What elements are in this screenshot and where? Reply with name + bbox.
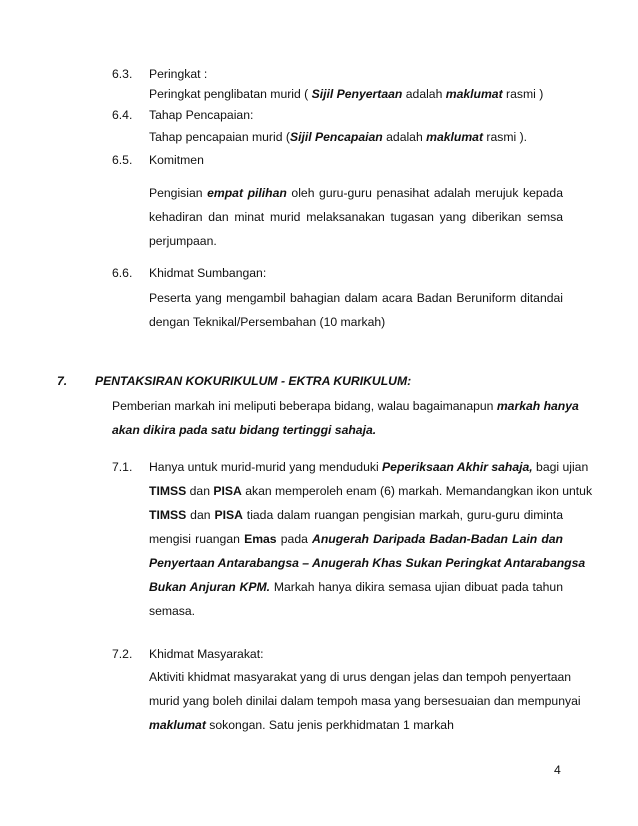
section-number-6-3: 6.3. bbox=[112, 67, 133, 81]
text-run: tiada dalam ruangan pengisian markah, guru-guru diminta bbox=[242, 508, 564, 522]
bold-pisa: PISA bbox=[213, 484, 242, 498]
text-run: rasmi ) bbox=[502, 87, 544, 101]
section-text-7-1-line7: semasa. bbox=[149, 604, 196, 618]
text-run: akan memperoleh enam (6) markah. Memandangkan ikon untuk bbox=[241, 484, 593, 498]
text-run: Pemberian markah ini meliputi beberapa bidang, walau bagaimanapun bbox=[112, 399, 497, 413]
text-run: sokongan. Satu jenis perkhidmatan 1 markah bbox=[205, 718, 454, 732]
text-run: Hanya untuk murid-murid yang menduduki bbox=[149, 460, 383, 474]
bold-timss: TIMSS bbox=[149, 508, 187, 522]
section-text-6-6-line2: dengan Teknikal/Persembahan (10 markah) bbox=[149, 315, 386, 329]
emphasis-empat-pilihan: empat pilihan bbox=[207, 186, 287, 200]
section-text-7-1-line2 bbox=[149, 483, 593, 499]
section-text-7-2-line2: murid yang boleh dinilai dalam tempoh masa yang bersesuaian dan mempunyai bbox=[149, 694, 581, 708]
section-title-6-3: Peringkat : bbox=[149, 67, 208, 81]
section-intro-7-line2: akan dikira pada satu bidang tertinggi sahaja. bbox=[112, 423, 377, 437]
section-number-7-2: 7.2. bbox=[112, 647, 133, 661]
text-run: rasmi ). bbox=[483, 130, 528, 144]
section-text-7-2-line3 bbox=[149, 717, 454, 733]
section-number-6-4: 6.4. bbox=[112, 108, 133, 122]
section-number-7-1: 7.1. bbox=[112, 460, 133, 474]
section-text-6-6-line1: Peserta yang mengambil bahagian dalam acara Badan Beruniform ditandai bbox=[149, 291, 563, 305]
bold-pisa: PISA bbox=[214, 508, 243, 522]
text-run: dan bbox=[186, 484, 214, 498]
emphasis-markah-hanya: markah hanya bbox=[496, 399, 579, 413]
text-run: pada bbox=[276, 532, 313, 546]
section-heading-7: PENTAKSIRAN KOKURIKULUM - EKTRA KURIKULUM: bbox=[95, 374, 412, 388]
emphasis-maklumat: maklumat bbox=[426, 130, 484, 144]
bold-timss: TIMSS bbox=[149, 484, 187, 498]
section-text-7-1-line1 bbox=[149, 459, 589, 475]
text-run: bagi ujian bbox=[532, 460, 589, 474]
section-number-7: 7. bbox=[57, 374, 68, 388]
section-text-7-1-line6 bbox=[149, 579, 563, 595]
emphasis-maklumat: maklumat bbox=[149, 718, 206, 732]
emphasis-sijil-penyertaan: Sijil Penyertaan bbox=[311, 87, 403, 101]
section-title-6-4: Tahap Pencapaian: bbox=[149, 108, 254, 122]
text-run: Pengisian bbox=[149, 186, 208, 200]
section-number-6-6: 6.6. bbox=[112, 266, 133, 280]
text-run: adalah bbox=[402, 87, 446, 101]
section-title-6-5: Komitmen bbox=[149, 153, 204, 167]
section-title-6-6: Khidmat Sumbangan: bbox=[149, 266, 267, 280]
emphasis-bukan-anjuran: Bukan Anjuran KPM. bbox=[149, 580, 270, 594]
section-text-7-1-line4 bbox=[149, 531, 563, 547]
text-run: Tahap pencapaian murid ( bbox=[149, 130, 290, 144]
text-run: oleh guru-guru penasihat adalah merujuk kepada bbox=[286, 186, 563, 200]
section-text-6-4 bbox=[149, 129, 527, 145]
text-run: Markah hanya dikira semasa ujian dibuat pada tahun bbox=[270, 580, 563, 594]
section-text-6-5-line3: perjumpaan. bbox=[149, 234, 217, 248]
section-text-7-1-line3 bbox=[149, 507, 563, 523]
section-text-6-5-line1 bbox=[149, 185, 563, 201]
bold-emas: Emas bbox=[244, 532, 277, 546]
section-text-7-2-line1: Aktiviti khidmat masyarakat yang di urus dengan jelas dan tempoh penyertaan bbox=[149, 670, 572, 684]
page-number: 4 bbox=[554, 763, 561, 777]
text-run: dan bbox=[186, 508, 215, 522]
section-text-7-1-line5: Penyertaan Antarabangsa – Anugerah Khas Sukan Peringkat Antarabangsa bbox=[149, 556, 586, 570]
section-number-6-5: 6.5. bbox=[112, 153, 133, 167]
text-run: Peringkat penglibatan murid ( bbox=[149, 87, 312, 101]
section-text-6-3 bbox=[149, 86, 543, 102]
text-run: adalah bbox=[382, 130, 427, 144]
emphasis-peperiksaan-akhir: Peperiksaan Akhir sahaja, bbox=[382, 460, 533, 474]
text-run: mengisi ruangan bbox=[149, 532, 245, 546]
emphasis-maklumat: maklumat bbox=[445, 87, 503, 101]
section-intro-7-line1 bbox=[112, 398, 579, 414]
emphasis-sijil-pencapaian: Sijil Pencapaian bbox=[289, 130, 383, 144]
section-text-6-5-line2: kehadiran dan minat murid melaksanakan tugasan yang diberikan semsa bbox=[149, 210, 563, 224]
emphasis-anugerah: Anugerah Daripada Badan-Badan Lain dan bbox=[312, 532, 564, 546]
section-title-7-2: Khidmat Masyarakat: bbox=[149, 647, 264, 661]
